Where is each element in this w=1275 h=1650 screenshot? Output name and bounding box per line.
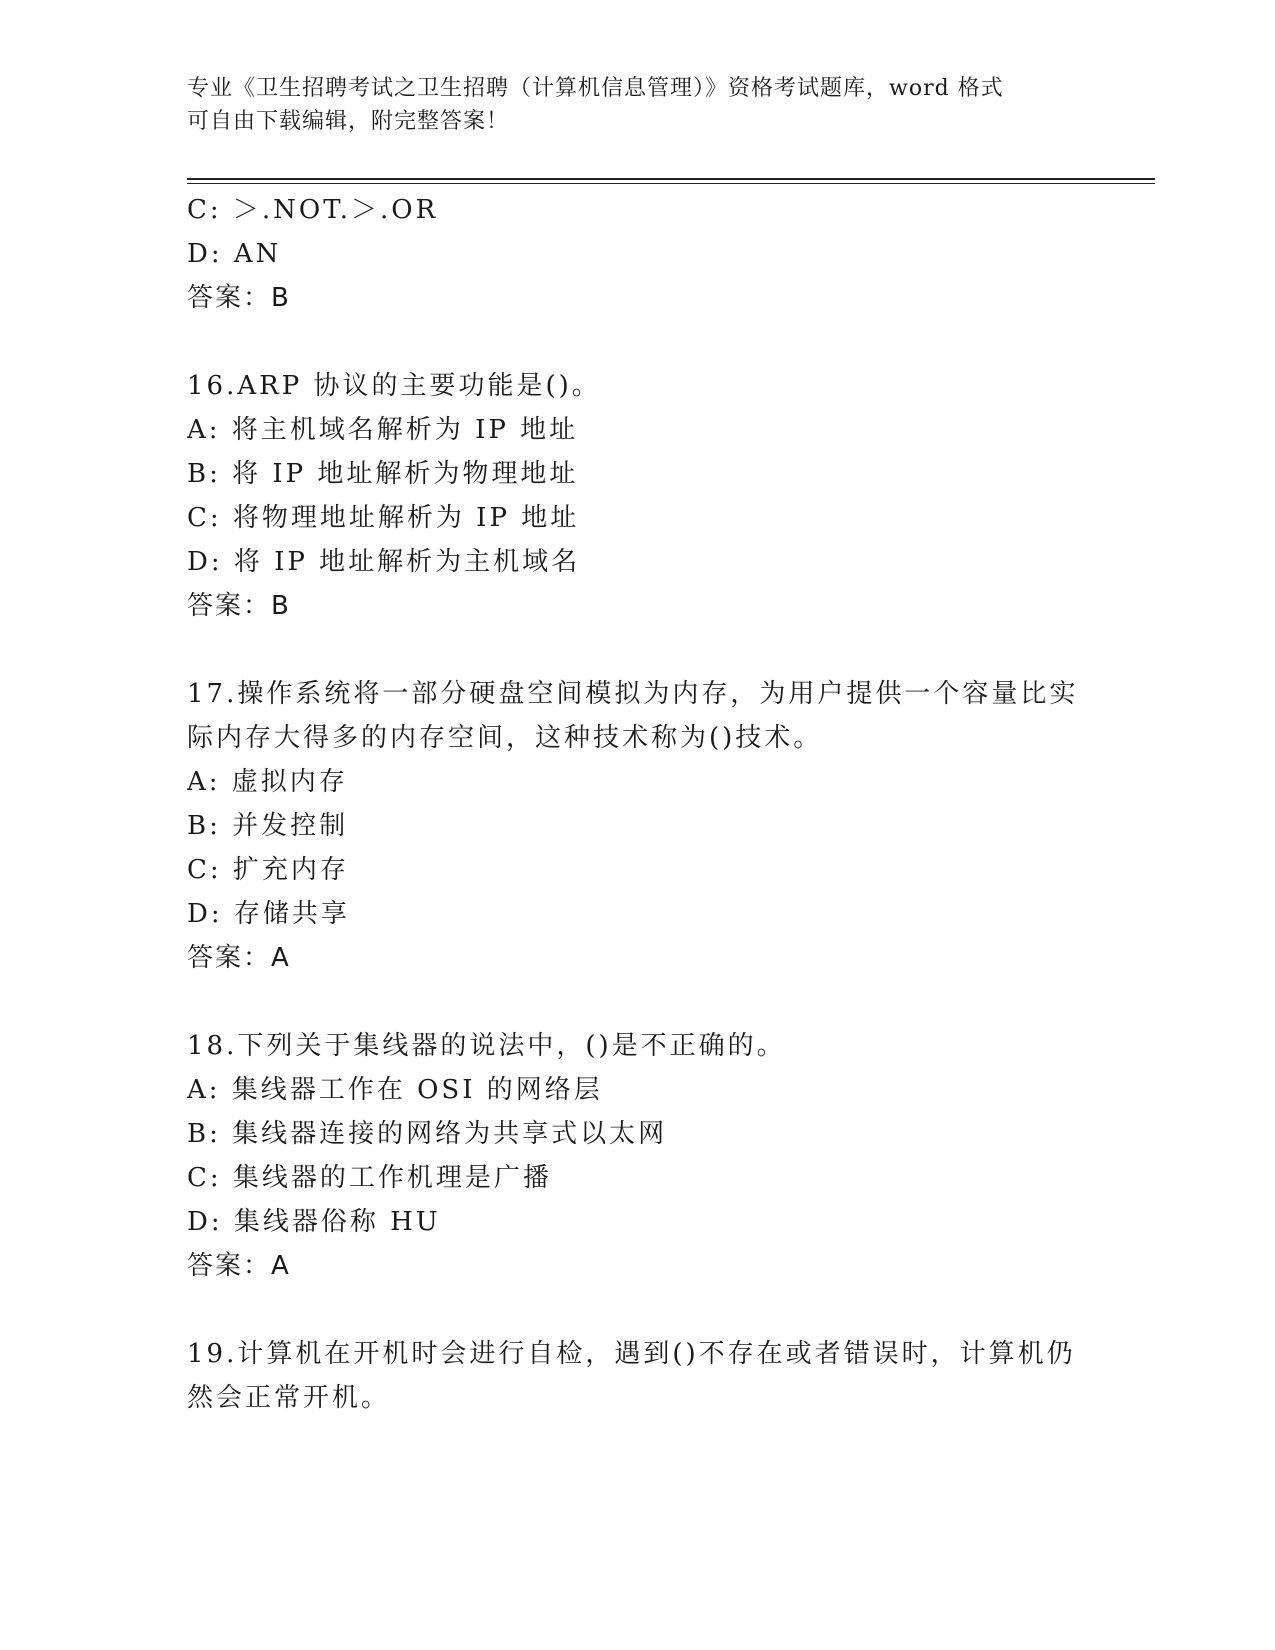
q17-option-b: B: 并发控制	[187, 811, 349, 841]
q16-option-a: A: 将主机域名解析为 IP 地址	[187, 415, 579, 445]
q17-stem-line-2: 际内存大得多的内存空间，这种技术称为()技术。	[187, 723, 823, 753]
q16-option-d: D: 将 IP 地址解析为主机域名	[187, 547, 581, 577]
q18-option-d: D: 集线器俗称 HU	[187, 1207, 441, 1237]
q16-answer: 答案：B	[187, 591, 291, 621]
q15-option-c: C: ＞.NOT.＞.OR	[187, 195, 439, 225]
q18-answer: 答案：A	[187, 1251, 291, 1281]
q15-option-d: D: AN	[187, 239, 282, 269]
q18-stem: 18.下列关于集线器的说法中，()是不正确的。	[187, 1031, 786, 1061]
q19-stem-line-1: 19.计算机在开机时会进行自检，遇到()不存在或者错误时，计算机仍	[187, 1339, 1076, 1369]
header-line-1: 专业《卫生招聘考试之卫生招聘（计算机信息管理）》资格考试题库，word 格式	[187, 76, 1004, 101]
q19-stem-line-2: 然会正常开机。	[187, 1383, 391, 1413]
q17-option-d: D: 存储共享	[187, 899, 350, 929]
document-header	[187, 72, 1087, 138]
q18-option-c: C: 集线器的工作机理是广播	[187, 1163, 552, 1193]
header-divider-thick	[187, 178, 1155, 180]
header-line-2: 可自由下载编辑，附完整答案！	[187, 109, 510, 134]
q18-option-a: A: 集线器工作在 OSI 的网络层	[187, 1075, 603, 1105]
q17-answer: 答案：A	[187, 943, 291, 973]
q17-option-a: A: 虚拟内存	[187, 767, 348, 797]
q17-option-c: C: 扩充内存	[187, 855, 349, 885]
q16-stem: 16.ARP 协议的主要功能是()。	[187, 371, 601, 401]
q15-answer: 答案：B	[187, 283, 291, 313]
q18-option-b: B: 集线器连接的网络为共享式以太网	[187, 1119, 668, 1149]
header-divider-thin	[187, 183, 1155, 184]
q17-stem-line-1: 17.操作系统将一部分硬盘空间模拟为内存，为用户提供一个容量比实	[187, 679, 1079, 709]
q16-option-c: C: 将物理地址解析为 IP 地址	[187, 503, 580, 533]
q16-option-b: B: 将 IP 地址解析为物理地址	[187, 459, 579, 489]
